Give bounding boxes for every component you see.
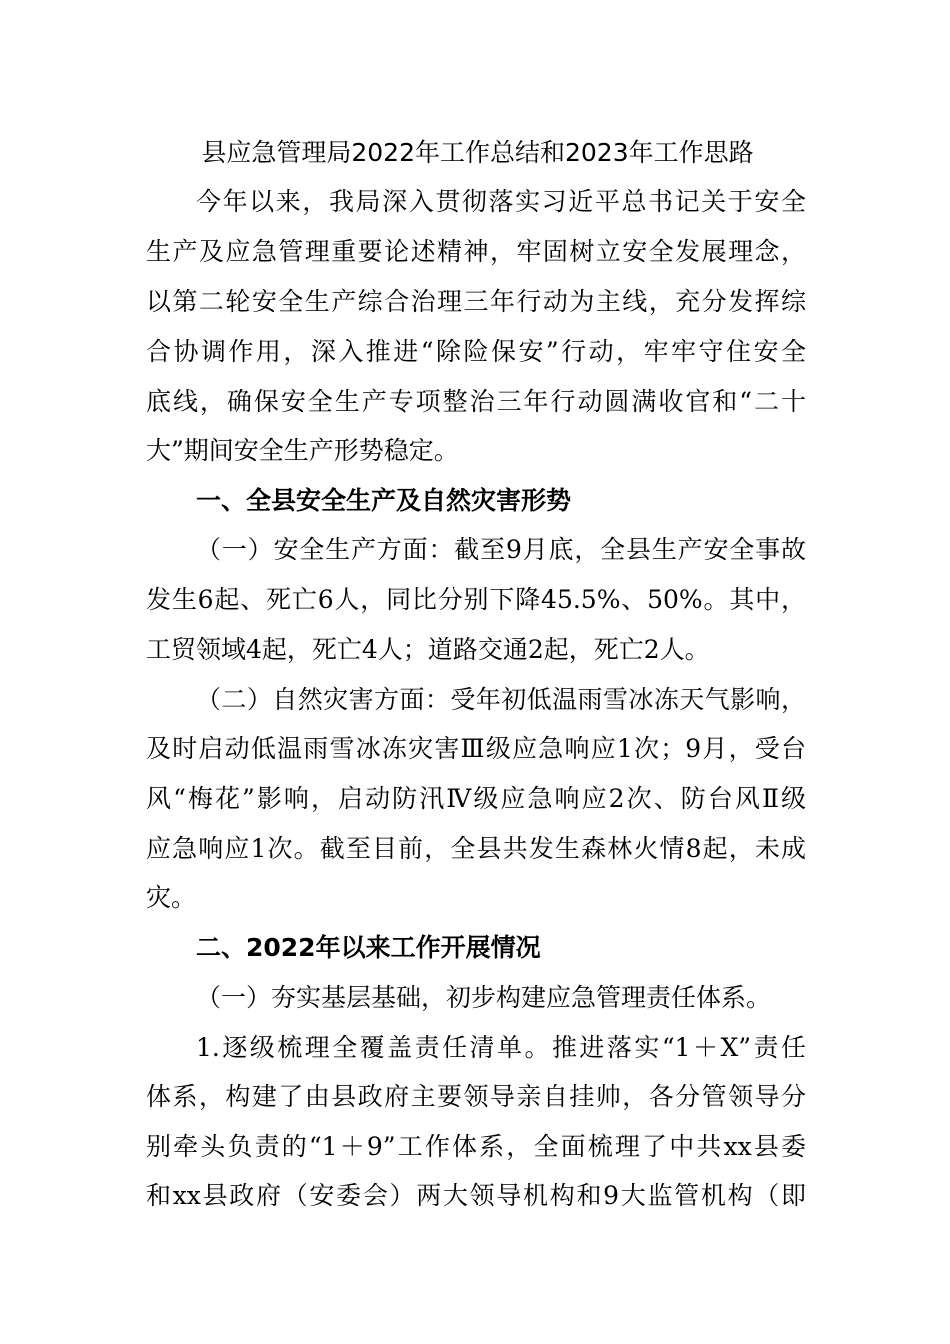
section-1-heading: 一、全县安全生产及自然灾害形势 (196, 486, 572, 515)
section-2-para-1-line-3: 别牵头负责的“1＋9”工作体系，全面梳理了中共xx县委 (146, 1132, 806, 1161)
section-1-para-2-line-1: （二）自然灾害方面：受年初低温雨雪冰冻天气影响， (196, 685, 806, 714)
section-1-para-2-line-2: 及时启动低温雨雪冰冻灾害Ⅲ级应急响应1次；9月，受台 (146, 734, 806, 763)
section-2-para-1-line-2: 体系，构建了由县政府主要领导亲自挂帅，各分管领导分 (146, 1082, 806, 1111)
section-1-para-2-line-4: 应急响应1次。截至目前，全县共发生森林火情8起，未成 (146, 834, 806, 863)
section-1-para-2-line-3: 风“梅花”影响，启动防汛Ⅳ级应急响应2次、防台风Ⅱ级 (146, 784, 806, 813)
section-2-para-1-line-4: 和xx县政府（安委会）两大领导机构和9大监管机构（即 (146, 1181, 806, 1210)
intro-line-1: 今年以来，我局深入贯彻落实习近平总书记关于安全 (196, 187, 806, 216)
intro-line-5: 底线，确保安全生产专项整治三年行动圆满收官和“二十 (146, 387, 806, 416)
section-1-para-1-line-2: 发生6起、死亡6人，同比分别下降45.5%、50%。其中， (146, 585, 806, 614)
document-title: 县应急管理局2022年工作总结和2023年工作思路 (201, 138, 754, 167)
section-1-para-1-line-3: 工贸领域4起，死亡4人；道路交通2起，死亡2人。 (146, 635, 710, 664)
intro-line-4: 合协调作用，深入推进“除险保安”行动，牢牢守住安全 (146, 337, 806, 366)
section-2-para-1-line-1: 1.逐级梳理全覆盖责任清单。推进落实“1＋X”责任 (196, 1033, 806, 1062)
section-1-para-2-line-5: 灾。 (146, 883, 197, 912)
intro-line-6: 大”期间安全生产形势稳定。 (146, 436, 459, 465)
section-2-heading: 二、2022年以来工作开展情况 (196, 933, 541, 962)
intro-line-3: 以第二轮安全生产综合治理三年行动为主线，充分发挥综 (146, 287, 806, 316)
section-1-para-1-line-1: （一）安全生产方面：截至9月底，全县生产安全事故 (196, 535, 806, 564)
intro-line-2: 生产及应急管理重要论述精神，牢固树立安全发展理念， (146, 237, 806, 266)
section-2-subheading-1: （一）夯实基层基础，初步构建应急管理责任体系。 (196, 983, 772, 1012)
